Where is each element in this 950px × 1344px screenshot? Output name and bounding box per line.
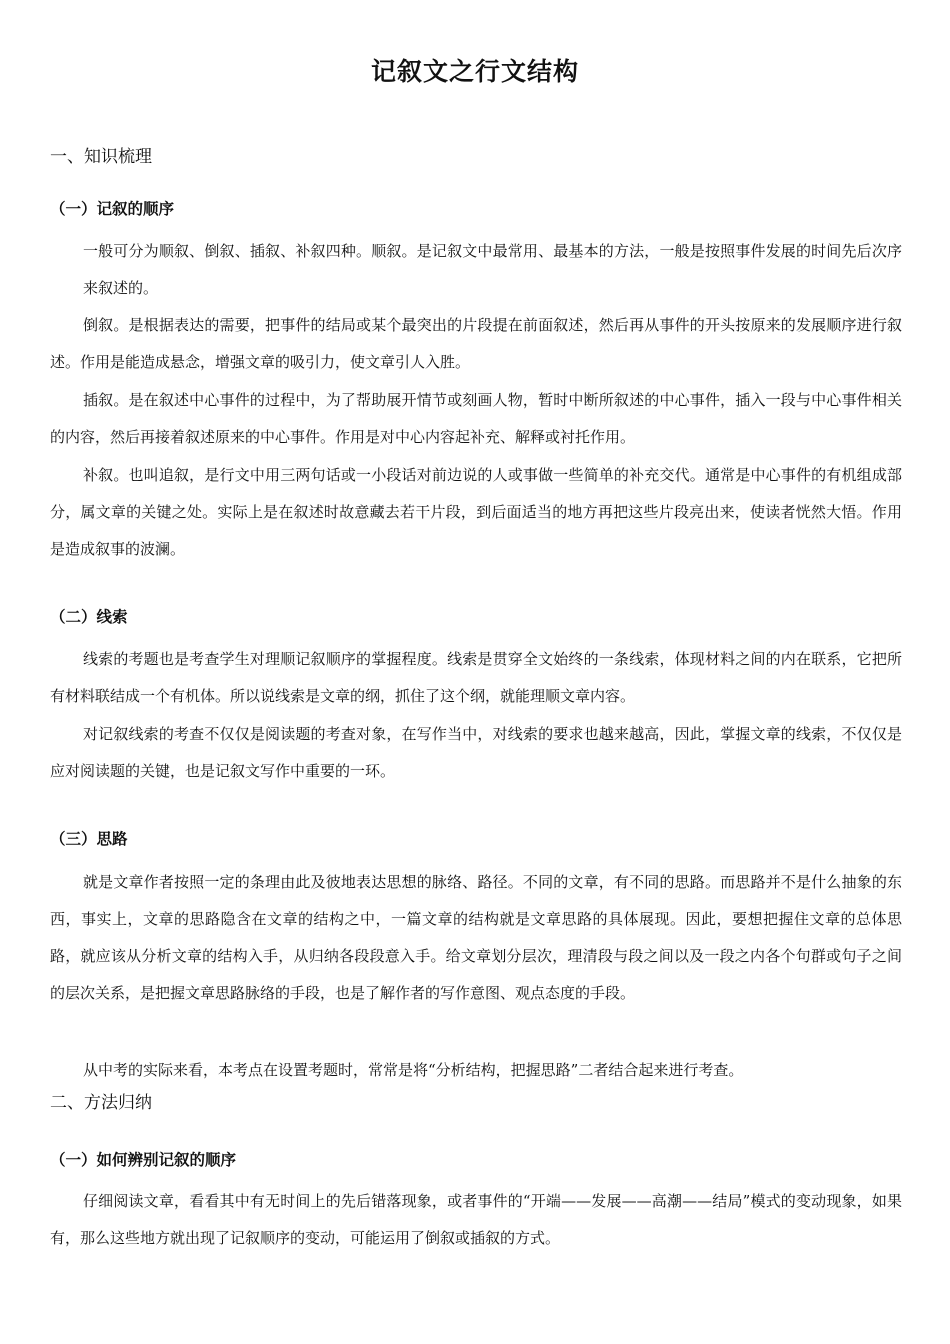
paragraph: 补叙。也叫追叙，是行文中用三两句话或一小段话对前边说的人或事做一些简单的补充交代。通常是中心事件的有机组成部分，属文章的关键之处。实际上是在叙述时故意藏去若干片段，到后面适当的地方再把这些片段亮出来，使读者恍然大悟。作用是造成叙事的波澜。 xyxy=(50,466,902,558)
paragraph: 线索的考题也是考查学生对理顺记叙顺序的掌握程度。线索是贯穿全文始终的一条线索，体现材料之间的内在联系，它把所有材料联结成一个有机体。所以说线索是文章的纲，抓住了这个纲，就能理顺文章内容。 xyxy=(50,650,902,705)
section-heading-methods: 二、方法归纳 xyxy=(50,1093,152,1113)
subsection-heading-train-of-thought: （三）思路 xyxy=(50,830,128,848)
page-title: 记叙文之行文结构 xyxy=(370,57,579,86)
subsection-heading-identify-order: （一）如何辨别记叙的顺序 xyxy=(50,1151,237,1169)
subsection-heading-narrative-order: （一）记叙的顺序 xyxy=(50,200,175,218)
paragraph: 从中考的实际来看，本考点在设置考题时，常常是将“分析结构，把握思路”二者结合起来进行考查。 xyxy=(83,1061,744,1079)
section-heading-knowledge: 一、知识梳理 xyxy=(50,147,152,167)
paragraph: 倒叙。是根据表达的需要，把事件的结局或某个最突出的片段提在前面叙述，然后再从事件的开头按原来的发展顺序进行叙述。作用是能造成悬念，增强文章的吸引力，使文章引人入胜。 xyxy=(50,316,902,371)
paragraph: 就是文章作者按照一定的条理由此及彼地表达思想的脉络、路径。不同的文章，有不同的思路。而思路并不是什么抽象的东西，事实上，文章的思路隐含在文章的结构之中，一篇文章的结构就是文章思路的具体展现。因此，要想把握住文章的总体思路，就应该从分析文章的结构入手，从归纳各段段意入手。给文章划分层次，理清段与段之间以及一段之内各个句群或句子之间的层次关系，是把握文章思路脉络的手段，也是了解作者的写作意图、观点态度的手段。 xyxy=(50,873,902,1002)
paragraph: 对记叙线索的考查不仅仅是阅读题的考查对象，在写作当中，对线索的要求也越来越高，因此，掌握文章的线索，不仅仅是应对阅读题的关键，也是记叙文写作中重要的一环。 xyxy=(50,725,902,780)
paragraph: 插叙。是在叙述中心事件的过程中，为了帮助展开情节或刻画人物，暂时中断所叙述的中心事件，插入一段与中心事件相关的内容，然后再接着叙述原来的中心事件。作用是对中心内容起补充、解释或衬托作用。 xyxy=(50,391,902,446)
paragraph: 仔细阅读文章，看看其中有无时间上的先后错落现象，或者事件的“开端——发展——高潮——结局”模式的变动现象，如果有，那么这些地方就出现了记叙顺序的变动，可能运用了倒叙或插叙的方式。 xyxy=(50,1192,902,1247)
paragraph: 一般可分为顺叙、倒叙、插叙、补叙四种。顺叙。是记叙文中最常用、最基本的方法，一般是按照事件发展的时间先后次序来叙述的。 xyxy=(83,242,902,297)
subsection-heading-clue: （二）线索 xyxy=(50,608,128,626)
